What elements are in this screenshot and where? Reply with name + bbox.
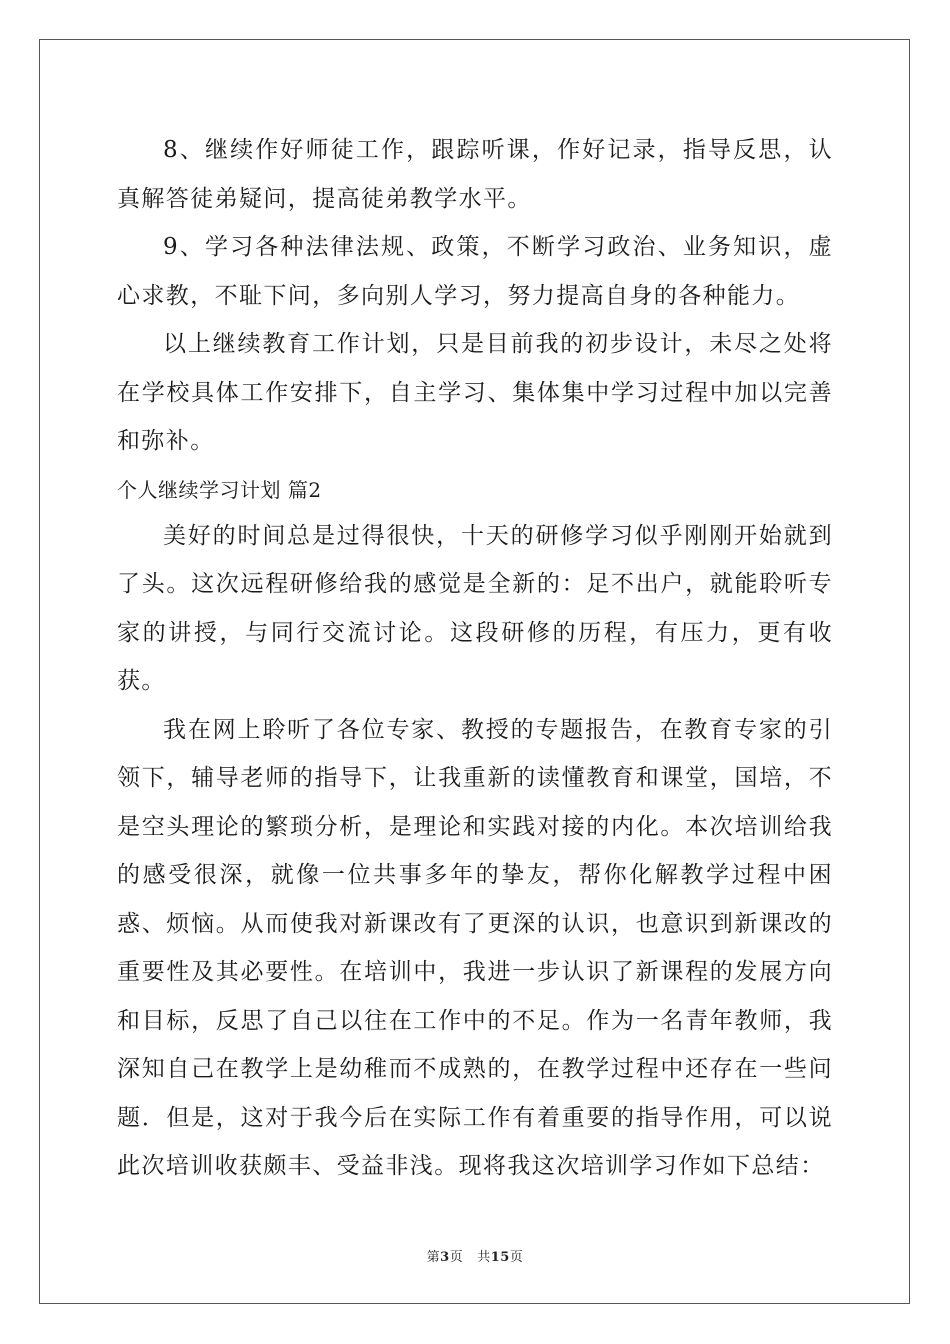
page-number: 3 [440, 1250, 450, 1265]
total-pages: 15 [490, 1250, 510, 1265]
paragraph-summary: 以上继续教育工作计划，只是目前我的初步设计，未尽之处将在学校具体工作安排下，自主学习、集体集中学习过程中加以完善和弥补。 [117, 331, 833, 454]
total-prefix: 共 [477, 1250, 491, 1265]
total-suffix: 页 [509, 1250, 524, 1265]
page-footer [0, 1246, 950, 1265]
section-heading: 个人继续学习计划 篇2 [117, 477, 322, 502]
paragraph-intro: 美好的时间总是过得很快，十天的研修学习似乎刚刚开始就到了头。这次远程研修给我的感觉是全新的：足不出户，就能聆听专家的讲授，与同行交流讨论。这段研修的历程，有压力，更有收获。 [117, 522, 833, 694]
document-body [117, 126, 833, 1191]
paragraph-item-8: 8、继续作好师徒工作，跟踪听课，作好记录，指导反思，认真解答徒弟疑问，提高徒弟教学水平。 [117, 137, 833, 212]
paragraph-reflection: 我在网上聆听了各位专家、教授的专题报告，在教育专家的引领下，辅导老师的指导下，让我重新的读懂教育和课堂，国培，不是空头理论的繁琐分析，是理论和实践对接的内化。本次培训给我的感受很深，就像一位共事多年的挚友，帮你化解教学过程中困惑、烦恼。从而使我对新课改有了更深的认识，也意识到新课改的重要性及其必要性。在培训中，我进一步认识了新课程的发展方向和目标，反思了自己以往在工作中的不足。作为一名青年教师，我深知自己在教学上是幼稚而不成熟的，在教学过程中还存在一些问题．但是，这对于我今后在实际工作有着重要的指导作用，可以说此次培训收获颇丰、受益非浅。现将我这次培训学习作如下总结： [117, 716, 833, 1179]
page-prefix: 第 [426, 1250, 441, 1265]
page-suffix: 页 [449, 1250, 464, 1265]
paragraph-item-9: 9、学习各种法律法规、政策，不断学习政治、业务知识，虚心求教，不耻下问，多向别人学习，努力提高自身的各种能力。 [117, 234, 833, 309]
